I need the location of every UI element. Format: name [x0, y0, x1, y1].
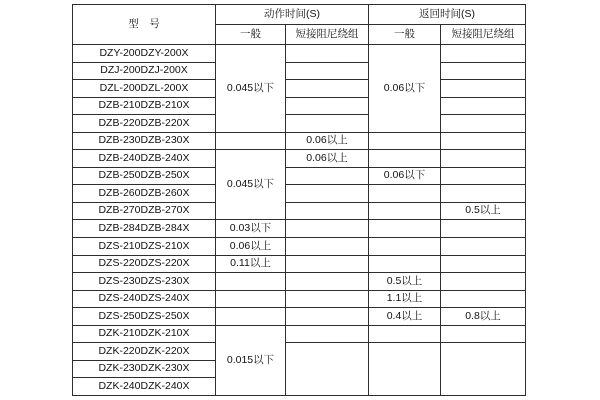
cell-return-general [369, 255, 441, 273]
cell-action-damped [286, 167, 369, 185]
model-name-x: DZJ-200X [140, 64, 188, 77]
cell-return-damped: 0.5以上 [441, 202, 526, 220]
cell-return-damped [441, 185, 526, 203]
table-row [73, 185, 526, 203]
header-model: 型 号 [73, 5, 216, 45]
model-name-x: DZB-284X [140, 221, 190, 234]
table-row [73, 325, 526, 343]
model-name: DZB-210 [98, 99, 141, 112]
cell-action-general: 0.045以下 [216, 150, 286, 220]
cell-model [73, 150, 216, 168]
cell-return-damped [441, 132, 526, 150]
cell-return-damped [441, 220, 526, 238]
cell-return-general: 0.06以下 [369, 45, 441, 133]
cell-return-general: 0.4以上 [369, 308, 441, 326]
model-name-x: DZB-270X [140, 204, 190, 217]
cell-action-damped [286, 255, 369, 273]
cell-action-general [216, 273, 286, 291]
model-name: DZB-230 [98, 134, 141, 147]
cell-action-damped [286, 325, 369, 343]
cell-return-damped [441, 273, 526, 291]
cell-action-damped [286, 185, 369, 203]
model-name-x: DZL-200X [140, 81, 189, 94]
model-name-x: DZB-230X [140, 134, 190, 147]
cell-action-damped [286, 220, 369, 238]
cell-action-general: 0.06以上 [216, 238, 286, 256]
model-name-x: DZB-260X [140, 186, 190, 199]
cell-return-general [369, 150, 441, 168]
cell-model [73, 115, 216, 133]
model-name-x: DZY-200X [140, 46, 189, 59]
table-row [73, 290, 526, 308]
model-name: DZS-220 [98, 257, 141, 270]
model-name-x: DZB-250X [140, 169, 190, 182]
cell-action-damped [286, 308, 369, 326]
cell-return-damped [441, 238, 526, 256]
header-return-time-group: 返回时间(S) [369, 5, 526, 25]
table-row [73, 255, 526, 273]
cell-action-damped [286, 115, 369, 133]
cell-model [73, 167, 216, 185]
cell-return-damped [441, 325, 526, 343]
model-name: DZY-200 [99, 46, 141, 59]
cell-action-general: 0.045以下 [216, 45, 286, 133]
table-row [73, 97, 526, 115]
cell-model [73, 220, 216, 238]
cell-return-damped [441, 290, 526, 308]
cell-model [73, 290, 216, 308]
cell-action-damped [286, 343, 369, 396]
cell-action-damped [286, 202, 369, 220]
cell-action-damped: 0.06以上 [286, 132, 369, 150]
cell-model [73, 238, 216, 256]
cell-return-damped [441, 97, 526, 115]
cell-model [73, 62, 216, 80]
cell-action-damped [286, 45, 369, 63]
model-name-x: DZB-220X [140, 116, 190, 129]
model-name-x: DZS-220X [140, 257, 190, 270]
cell-model [73, 360, 216, 378]
model-name: DZB-270 [98, 204, 141, 217]
cell-model [73, 97, 216, 115]
cell-model [73, 273, 216, 291]
header-action-general: 一般 [216, 25, 286, 45]
table-row [73, 220, 526, 238]
table-row [73, 80, 526, 98]
cell-model [73, 308, 216, 326]
relay-spec-table [72, 4, 526, 396]
cell-model [73, 185, 216, 203]
cell-model [73, 343, 216, 361]
cell-action-general [216, 308, 286, 326]
cell-return-general: 0.06以下 [369, 167, 441, 185]
cell-return-general [369, 238, 441, 256]
model-name: DZK-240 [98, 379, 141, 392]
cell-return-general: 1.1以上 [369, 290, 441, 308]
model-name: DZS-230 [98, 274, 141, 287]
cell-action-damped [286, 238, 369, 256]
cell-return-damped [441, 62, 526, 80]
cell-return-damped [441, 150, 526, 168]
cell-action-damped: 0.06以上 [286, 150, 369, 168]
table-row [73, 62, 526, 80]
cell-action-damped [286, 80, 369, 98]
cell-action-damped [286, 62, 369, 80]
cell-return-damped [441, 255, 526, 273]
model-name-x: DZS-250X [140, 309, 190, 322]
cell-return-damped [441, 343, 526, 396]
cell-return-general: 0.5以上 [369, 273, 441, 291]
cell-model [73, 45, 216, 63]
model-name-x: DZK-220X [140, 344, 190, 357]
model-name: DZS-240 [98, 292, 141, 305]
model-name: DZB-260 [98, 186, 141, 199]
cell-action-general: 0.11以上 [216, 255, 286, 273]
model-name: DZS-250 [98, 309, 141, 322]
cell-return-damped [441, 80, 526, 98]
cell-return-damped [441, 115, 526, 133]
cell-return-general [369, 325, 441, 343]
model-name: DZS-210 [98, 239, 141, 252]
table-row [73, 308, 526, 326]
cell-return-general [369, 185, 441, 203]
header-return-damped: 短接阻尼绕组 [441, 25, 526, 45]
model-name: DZB-220 [98, 116, 141, 129]
header-row-groups [73, 5, 526, 25]
header-return-general: 一般 [369, 25, 441, 45]
model-name-x: DZS-240X [140, 292, 190, 305]
table-row [73, 150, 526, 168]
cell-model [73, 325, 216, 343]
model-name-x: DZS-230X [140, 274, 190, 287]
table-row [73, 115, 526, 133]
cell-model [73, 378, 216, 396]
header-action-damped: 短接阻尼绕组 [286, 25, 369, 45]
model-name: DZK-210 [98, 327, 141, 340]
model-name-x: DZS-210X [140, 239, 190, 252]
cell-return-damped: 0.8以上 [441, 308, 526, 326]
cell-return-general [369, 202, 441, 220]
cell-model [73, 80, 216, 98]
cell-return-general [369, 220, 441, 238]
cell-model [73, 255, 216, 273]
cell-action-damped [286, 273, 369, 291]
table-row [73, 343, 526, 361]
table-row [73, 202, 526, 220]
cell-action-damped [286, 97, 369, 115]
cell-action-general [216, 290, 286, 308]
model-name-x: DZK-240X [140, 379, 190, 392]
model-name: DZL-200 [99, 81, 141, 94]
cell-action-general: 0.015以下 [216, 325, 286, 395]
table-row [73, 238, 526, 256]
table-row [73, 167, 526, 185]
table-row [73, 132, 526, 150]
model-name-x: DZK-230X [140, 362, 190, 375]
cell-return-damped [441, 45, 526, 63]
cell-return-general [369, 343, 441, 396]
header-action-time-group: 动作时间(S) [216, 5, 369, 25]
model-name: DZJ-200 [100, 64, 141, 77]
cell-model [73, 202, 216, 220]
model-name: DZK-230 [98, 362, 141, 375]
table-row [73, 273, 526, 291]
model-name: DZK-220 [98, 344, 141, 357]
cell-model [73, 132, 216, 150]
model-name-x: DZB-240X [140, 151, 190, 164]
model-name: DZB-284 [98, 221, 141, 234]
model-name: DZB-250 [98, 169, 141, 182]
cell-action-general: 0.03以下 [216, 220, 286, 238]
model-name-x: DZB-210X [140, 99, 190, 112]
cell-action-general [216, 132, 286, 150]
cell-action-damped [286, 290, 369, 308]
cell-return-general [369, 132, 441, 150]
table-row [73, 45, 526, 63]
model-name: DZB-240 [98, 151, 141, 164]
cell-return-damped [441, 167, 526, 185]
model-name-x: DZK-210X [140, 327, 190, 340]
